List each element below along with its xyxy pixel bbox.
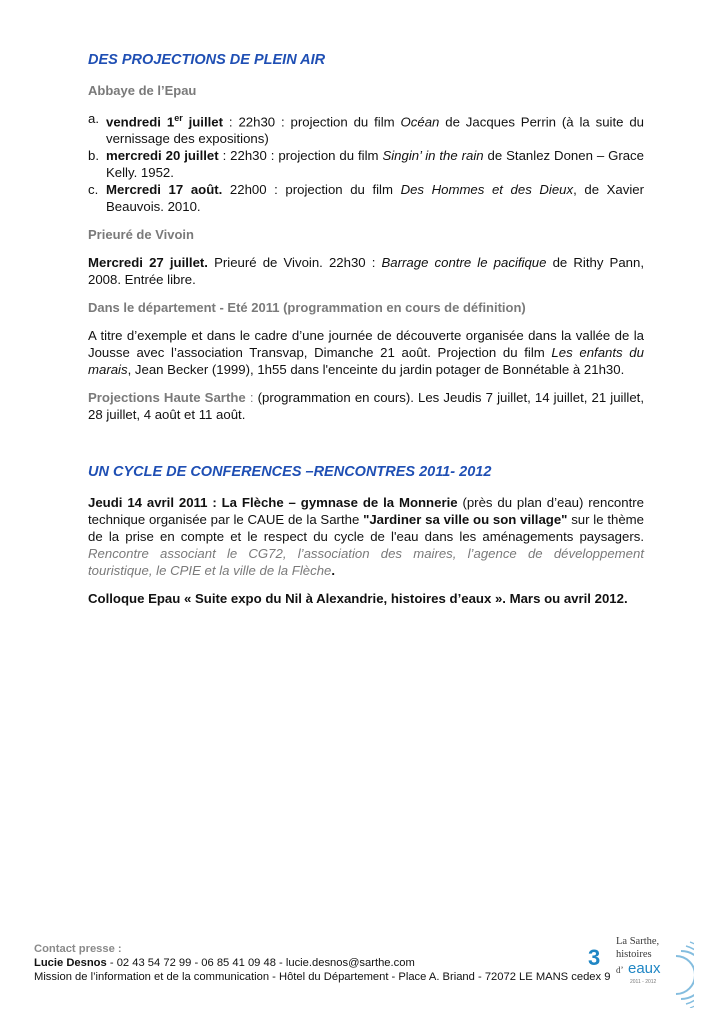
la-sarthe-histoires-deaux-logo — [606, 920, 694, 1008]
footer-mission-line: Mission de l’information et de la communication - Hôtel du Département - Place A. Briand - 72072 LE MANS cedex 9 — [34, 971, 611, 983]
subheading-departement: Dans le département - Eté 2011 (programmation en cours de définition) — [88, 300, 526, 316]
paragraph-vivoin: Mercredi 27 juillet. Prieuré de Vivoin. 22h30 : Barrage contre le pacifique de Rithy Pann, 2008. Entrée libre. — [88, 255, 644, 288]
list-item: a. vendredi 1er juillet : 22h30 : projection du film Océan de Jacques Perrin (à la suite du vernissage des expositions) — [88, 111, 645, 147]
logo-line-4: eaux — [628, 960, 661, 977]
page-number: 3 — [588, 945, 601, 970]
footer-contact-label: Contact presse : — [34, 943, 122, 955]
paragraph-exemple: A titre d’exemple et dans le cadre d’une journée de découverte organisée dans la vallée de la Jousse avec l’association Transvap, Dimanche 21 août. Projection du film Les enfants du marais, Jean Becker (1999), 1h55 dans l'enceinte du jardin potager de Bonnétable à 21h30. — [88, 328, 644, 378]
paragraph-colloque: Colloque Epau « Suite expo du Nil à Alexandrie, histoires d’eaux ». Mars ou avril 2012. — [88, 591, 628, 607]
logo-years: 2011 - 2012 — [630, 979, 657, 985]
list-item: c. Mercredi 17 août. 22h00 : projection du film Des Hommes et des Dieux, de Xavier Beauvois. 2010. — [88, 182, 644, 215]
subheading-abbaye: Abbaye de l’Epau — [88, 83, 197, 98]
logo-line-1: La Sarthe, — [616, 936, 660, 947]
projection-list — [88, 110, 644, 215]
section-title-projections: DES PROJECTIONS DE PLEIN AIR — [88, 52, 326, 68]
logo-line-3: d’ — [616, 965, 624, 975]
footer-contact-line: Lucie Desnos - 02 43 54 72 99 - 06 85 41 09 48 - lucie.desnos@sarthe.com — [34, 957, 415, 969]
paragraph-haute-sarthe: Projections Haute Sarthe : (programmation en cours). Les Jeudis 7 juillet, 14 juillet, 21 juillet, 28 juillet, 4 août et 11 août. — [88, 390, 645, 423]
water-ripple-icon — [676, 942, 694, 1008]
document-body — [88, 52, 644, 618]
spacer — [88, 434, 644, 464]
logo-line-2: histoires — [616, 949, 652, 960]
list-item: b. mercredi 20 juillet : 22h30 : projection du film Singin’ in the rain de Stanlez Donen – Grace Kelly. 1952. — [88, 148, 644, 181]
paragraph-jeudi: Jeudi 14 avril 2011 : La Flèche – gymnase de la Monnerie (près du plan d’eau) rencontre technique organisée par le CAUE de la Sarthe "Jardiner sa ville ou son village" sur le thème de la prise en compte et le respect du cycle de l'eau dans les aménagements paysagers. Rencontre associant le CG72, l’association des maires, l’agence de développement touristique, le CPIE et la ville de la Flèche. — [88, 495, 644, 579]
section-title-conferences: UN CYCLE DE CONFERENCES –RENCONTRES 2011- 2012 — [88, 464, 492, 481]
subheading-prieure: Prieuré de Vivoin — [88, 227, 194, 243]
